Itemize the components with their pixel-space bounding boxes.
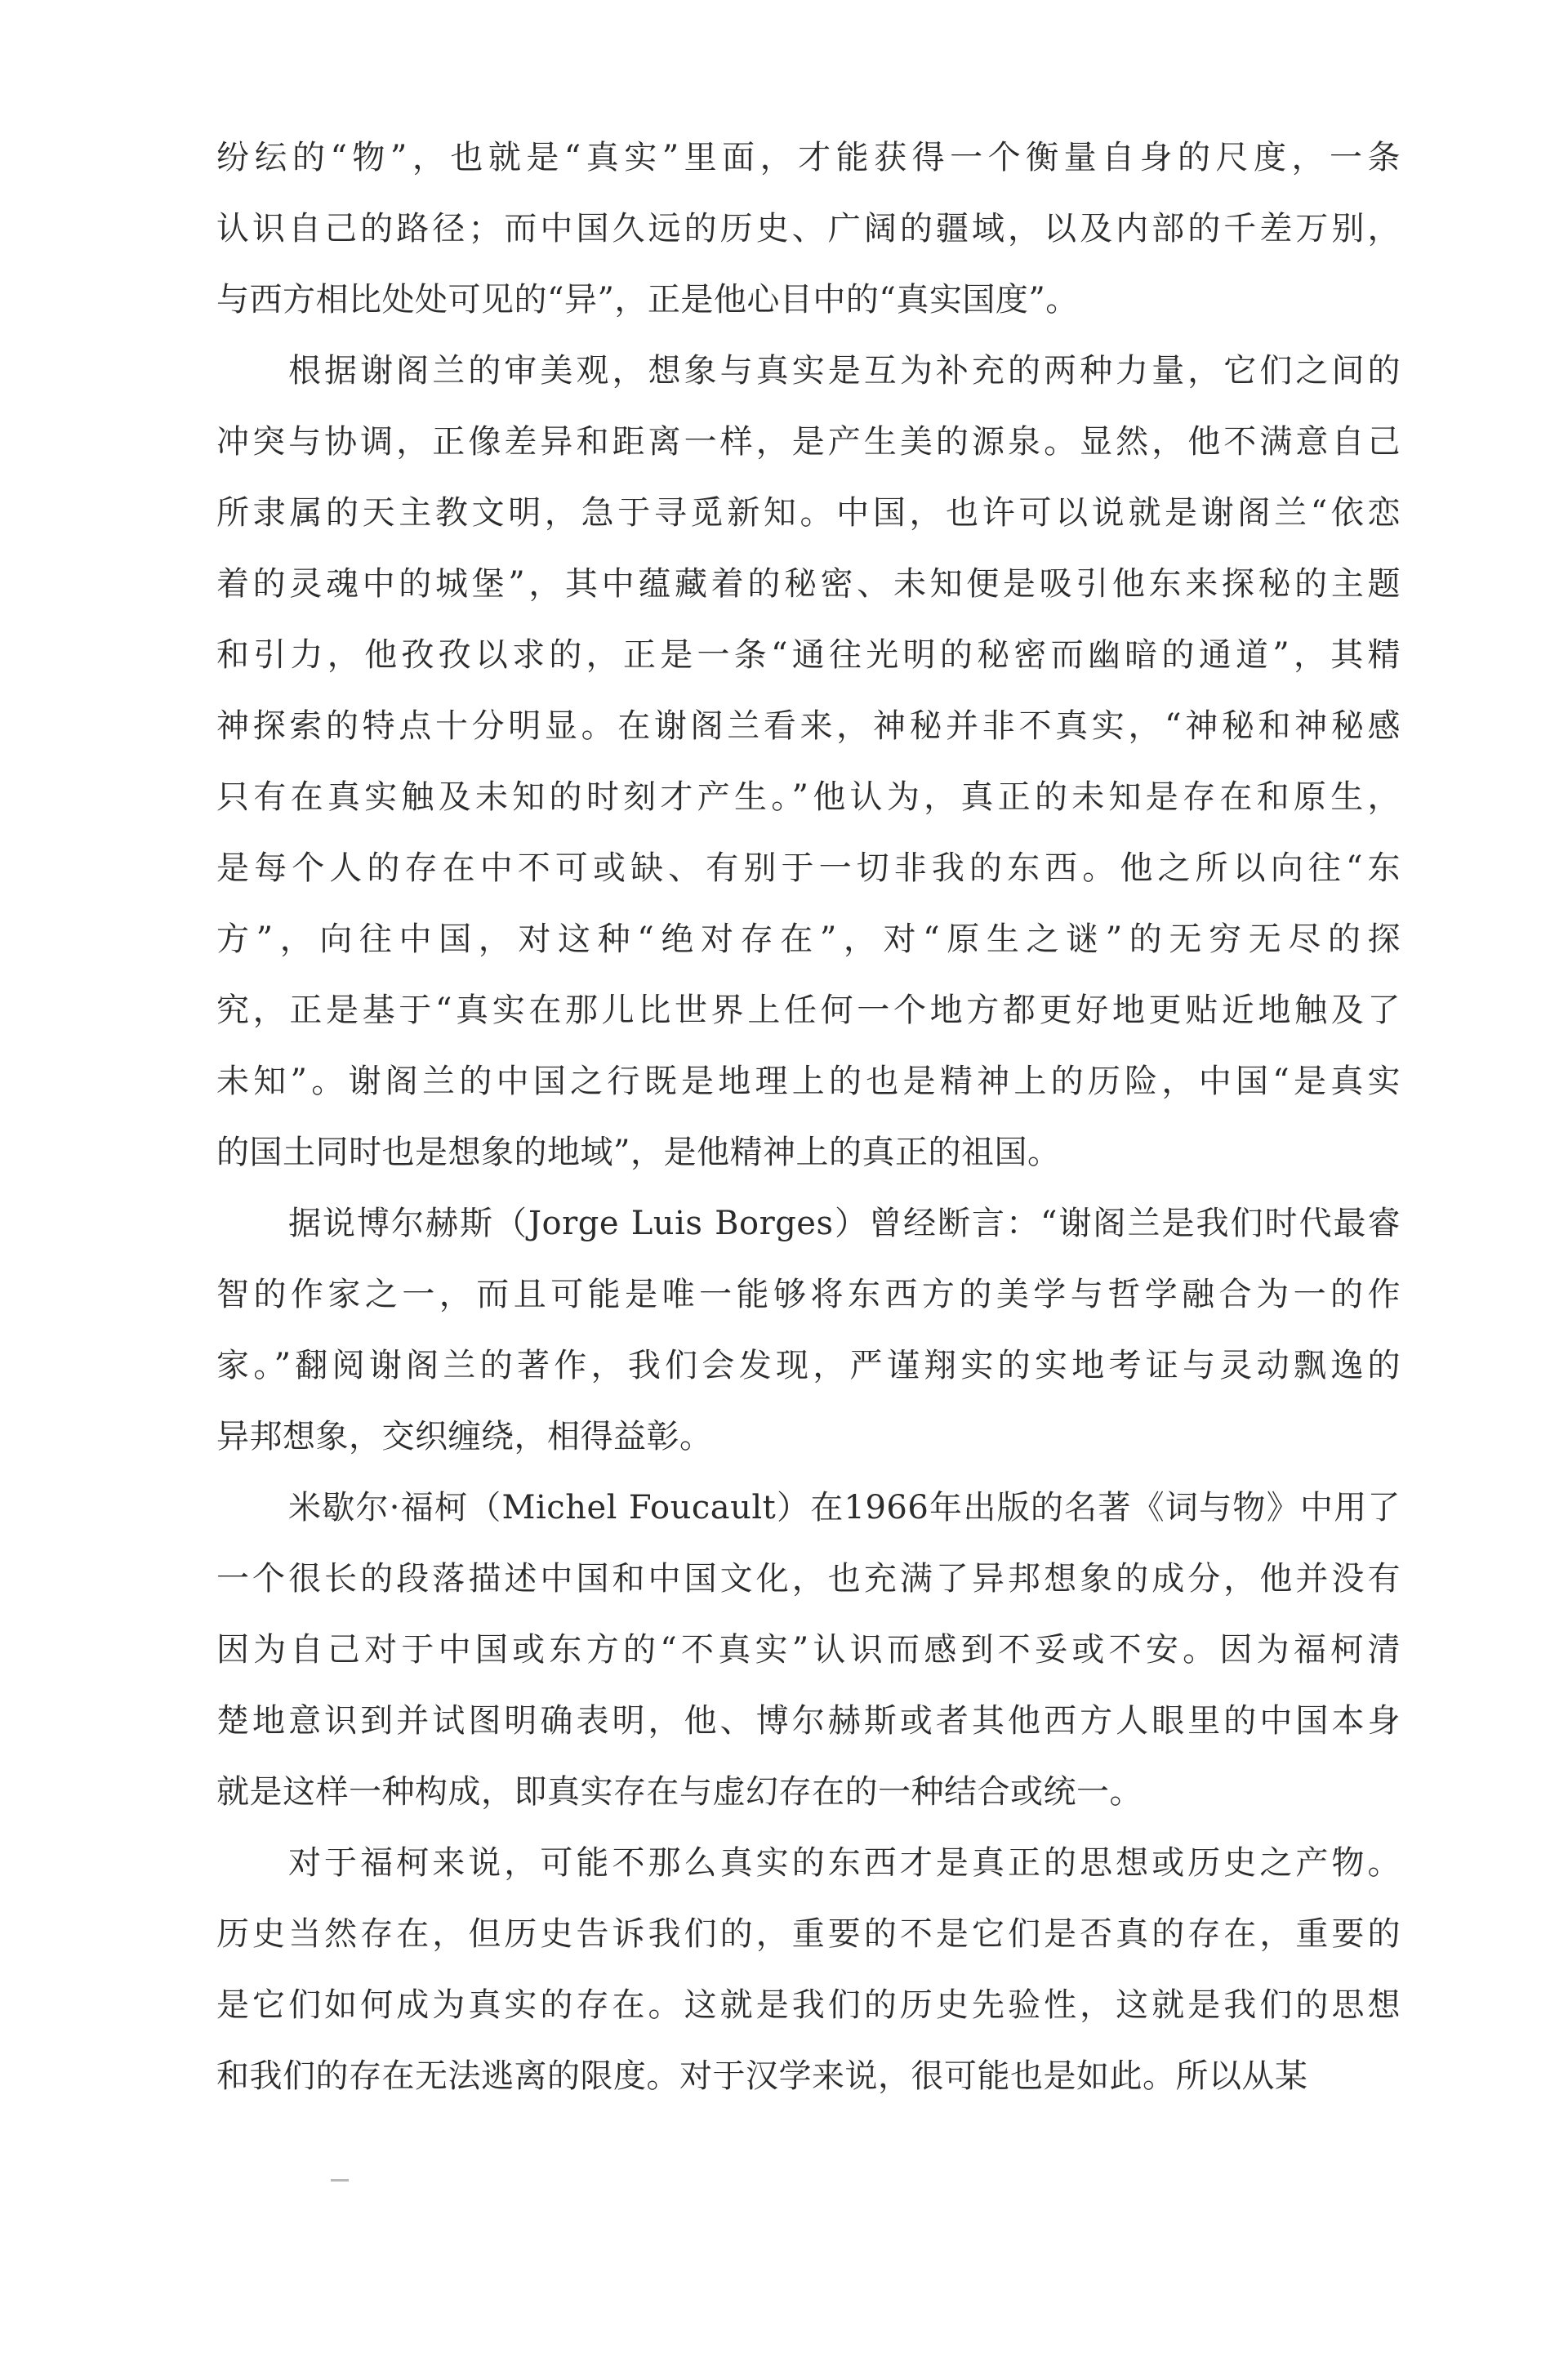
text-line: 与西方相比处处可见的“异”，正是他心目中的“真实国度”。 (216, 281, 1079, 319)
text-line: 米歇尔·福柯（Michel Foucault）在1966年出版的名著《词与物》中用了 (288, 1489, 1401, 1526)
text-line: 方”，向往中国，对这种“绝对存在”，对“原生之谜”的无穷无尽的探 (216, 920, 1401, 958)
text-line: 一个很长的段落描述中国和中国文化，也充满了异邦想象的成分，他并没有 (216, 1560, 1401, 1598)
text-line: 只有在真实触及未知的时刻才产生。”他认为，真正的未知是存在和原生， (216, 778, 1401, 816)
text-line: 神探索的特点十分明显。在谢阁兰看来，神秘并非不真实，“神秘和神秘感 (216, 707, 1401, 745)
text-line: 据说博尔赫斯（Jorge Luis Borges）曾经断言：“谢阁兰是我们时代最睿 (288, 1205, 1401, 1242)
text-line: 着的灵魂中的城堡”，其中蕴藏着的秘密、未知便是吸引他东来探秘的主题 (216, 565, 1401, 603)
text-line: 楚地意识到并试图明确表明，他、博尔赫斯或者其他西方人眼里的中国本身 (216, 1702, 1401, 1740)
text-line: 家。”翻阅谢阁兰的著作，我们会发现，严谨翔实的实地考证与灵动飘逸的 (216, 1347, 1401, 1384)
paragraph (216, 123, 1401, 336)
text-line: 纷纭的“物”，也就是“真实”里面，才能获得一个衡量自身的尺度，一条 (216, 139, 1401, 176)
paragraph (216, 1188, 1401, 1473)
text-line: 和引力，他孜孜以求的，正是一条“通往光明的秘密而幽暗的通道”，其精 (216, 636, 1401, 674)
text-line: 就是这样一种构成，即真实存在与虚幻存在的一种结合或统一。 (216, 1773, 1143, 1811)
text-line: 认识自己的路径；而中国久远的历史、广阔的疆域，以及内部的千差万别， (216, 210, 1401, 247)
paragraph (216, 1473, 1401, 1828)
text-line: 历史当然存在，但历史告诉我们的，重要的不是它们是否真的存在，重要的 (216, 1915, 1401, 1953)
text-line: 究，正是基于“真实在那儿比世界上任何一个地方都更好地更贴近地触及了 (216, 992, 1401, 1029)
text-line: 智的作家之一，而且可能是唯一能够将东西方的美学与哲学融合为一的作 (216, 1276, 1401, 1313)
text-line: 是它们如何成为真实的存在。这就是我们的历史先验性，这就是我们的思想 (216, 1986, 1401, 2024)
text-line: 是每个人的存在中不可或缺、有别于一切非我的东西。他之所以向往“东 (216, 849, 1401, 887)
text-line: 因为自己对于中国或东方的“不真实”认识而感到不妥或不安。因为福柯清 (216, 1631, 1401, 1669)
text-line: 未知”。谢阁兰的中国之行既是地理上的也是精神上的历险，中国“是真实 (216, 1063, 1401, 1100)
scan-artifact-mark (331, 2179, 349, 2182)
text-line: 的国土同时也是想象的地域”，是他精神上的真正的祖国。 (216, 1134, 1061, 1171)
text-line: 根据谢阁兰的审美观，想象与真实是互为补充的两种力量，它们之间的 (288, 352, 1401, 390)
text-line: 异邦想象，交织缠绕，相得益彰。 (216, 1418, 713, 1455)
text-line: 对于福柯来说，可能不那么真实的东西才是真正的思想或历史之产物。 (288, 1844, 1401, 1882)
body-text (216, 123, 1401, 2112)
text-line: 冲突与协调，正像差异和距离一样，是产生美的源泉。显然，他不满意自己 (216, 423, 1401, 461)
paragraph (216, 336, 1401, 1188)
text-line: 所隶属的天主教文明，急于寻觅新知。中国，也许可以说就是谢阁兰“依恋 (216, 494, 1401, 532)
text-line: 和我们的存在无法逃离的限度。对于汉学来说，很可能也是如此。所以从某 (216, 2057, 1308, 2095)
paragraph (216, 1828, 1401, 2112)
